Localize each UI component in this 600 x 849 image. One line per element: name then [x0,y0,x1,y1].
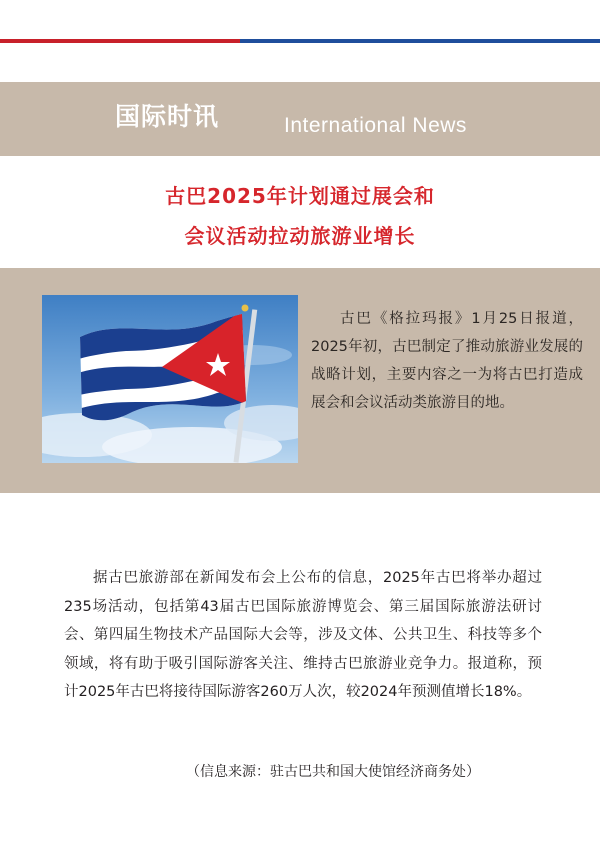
section-title-cn: 国际时讯 [115,102,220,131]
top-rule-blue [240,39,600,43]
section-banner [0,82,600,156]
headline-line-1: 古巴2025年计划通过展会和 [165,184,435,208]
headline-line-2: 会议活动拉动旅游业增长 [184,224,416,248]
top-rule-red [0,39,240,43]
article-headline [0,176,600,256]
source-note: （信息来源：驻古巴共和国大使馆经济商务处） [186,764,480,780]
section-title-en: International News [284,114,467,137]
lead-paragraph: 古巴《格拉玛报》1月25日报道，2025年初，古巴制定了推动旅游业发展的战略计划，主要内容之一为将古巴打造成展会和会议活动类旅游目的地。 [311,311,583,411]
cuban-flag-photo [42,295,298,463]
body-paragraph: 据古巴旅游部在新闻发布会上公布的信息，2025年古巴将举办超过235场活动，包括第43届古巴国际旅游博览会、第三届国际旅游法研讨会、第四届生物技术产品国际大会等，涉及文体、公共卫生、科技等多个领域，将有助于吸引国际游客关注、维持古巴旅游业竞争力。报道称，预计2025年古巴将接待国际游客260万人次，较2024年预测值增长18%。 [64,570,542,700]
